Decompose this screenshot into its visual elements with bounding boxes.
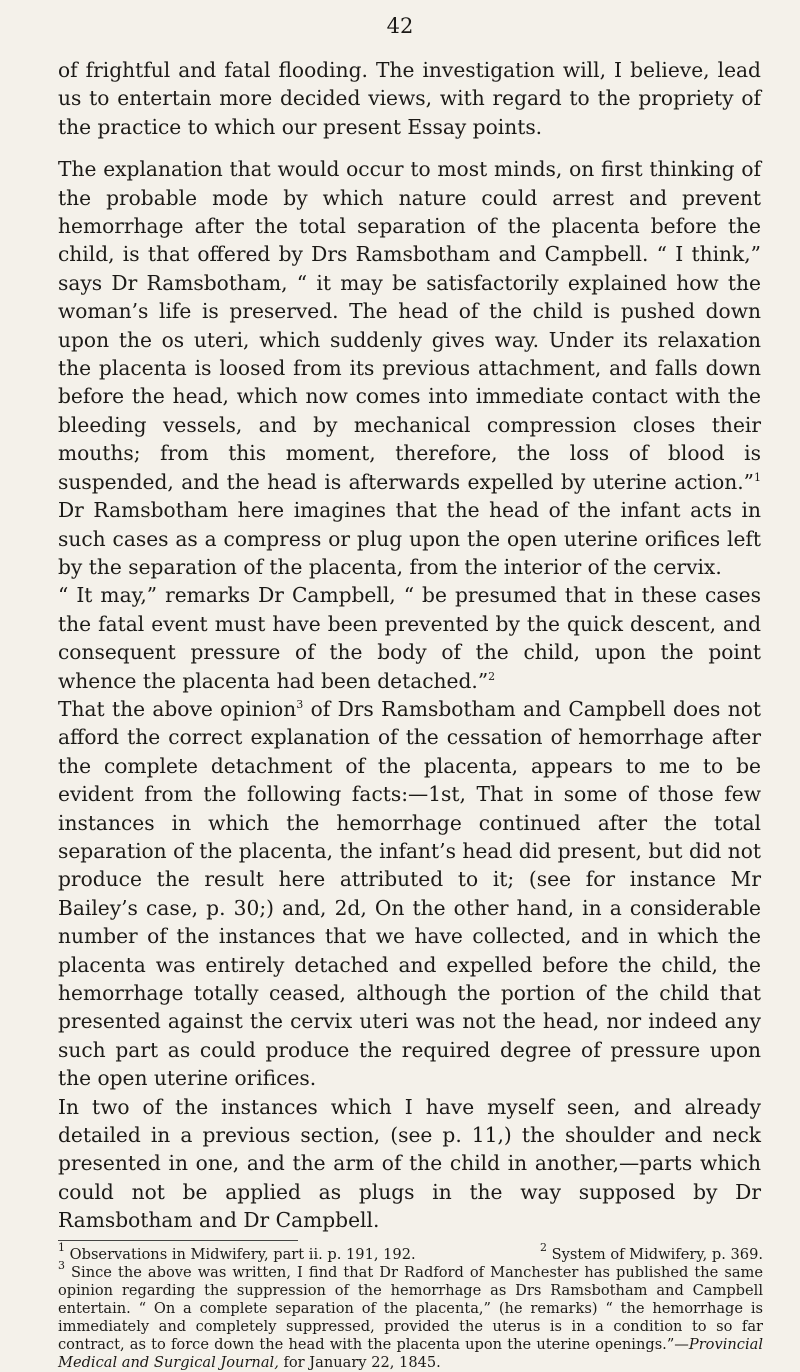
footnotes [58, 1241, 763, 1372]
page-number: 42 [386, 14, 414, 38]
footnote-3-mark: 3 [58, 1259, 65, 1272]
footnote-ref-1[interactable]: 1 [754, 470, 761, 484]
body-text [58, 56, 761, 1235]
footnote-3-date: for January 22, 1845. [278, 1354, 441, 1371]
paragraph-4-continued: of Drs Ramsbotham and Campbell does not afford the correct explanation of the cessation of hemorrhage after the complete detachment of the placenta, appears to me to be evident from the following facts:—1st, That in some of those few instances in which the hemorrhage continued after the total separation of the placenta, the infant’s head did present, but did not produce the result here attributed to it; (see for instance Mr Bailey’s case, p. 30;) and, 2d, On the other hand, in a considerable number of the instances that we have collected, and in which the placenta was entirely detached and expelled before the child, the hemorrhage totally ceased, although the portion of the child that presented against the cervix uteri was not the head, nor indeed any such part as could produce the required degree of pressure upon the open uterine orifices. [58, 696, 761, 1091]
footnote-ref-2[interactable]: 2 [488, 669, 496, 683]
footnote-2-mark: 2 [540, 1241, 547, 1254]
footnote-1-mark: 1 [58, 1241, 65, 1254]
footnote-divider [58, 1240, 298, 1241]
paragraph-2 [58, 155, 761, 581]
footnote-ref-3[interactable]: 3 [296, 697, 304, 711]
paragraph-4-text: That the above opinion [58, 696, 297, 721]
paragraph-5: In two of the instances which I have myself seen, and already detailed in a previous section, (see p. 11,) the shoulder and neck presented in one, and the arm of the child in another,—parts which could not be applied as plugs in the way supposed by Dr Ramsbotham and Dr Campbell. [58, 1094, 761, 1233]
footnote-3 [58, 1259, 763, 1372]
footnote-1-text: Observations in Midwifery, part ii. p. 191, 192. [65, 1246, 416, 1263]
footnote-3-text: Since the above was written, I find that Dr Radford of Manchester has published the same opinion regarding the suppression of the hemorrhage as Drs Ramsbotham and Campbell entertain. “ On a complete separation of the placenta,” (he remarks) “ the hemorrhage is immediately and completely suppressed, provided the uterus is in a condition to so far contract, as to force down the head with the placenta upon the uterine openings.”— [58, 1264, 763, 1353]
paragraph-3-text: “ It may,” remarks Dr Campbell, “ be presumed that in these cases the fatal event must have been prevented by the quick descent, and consequent pressure of the body of the child, upon the point whence the placenta had been detached.” [58, 583, 761, 693]
paragraph-3 [58, 581, 761, 695]
paragraph-2-continued: Dr Ramsbotham here imagines that the head of the infant acts in such cases as a compress or plug upon the open uterine orifices left by the separation of the placenta, from the interior of the cervix. [58, 498, 761, 579]
paragraph-2-text: The explanation that would occur to most minds, on first thinking of the probable mode by which nature could arrest and prevent hemorrhage after the total separation of the placenta before the child, is that offered by Drs Ramsbotham and Campbell. “ I think,” says Dr Ramsbotham, “ it may be satisfactorily explained how the woman’s life is preserved. The head of the child is pushed down upon the os uteri, which suddenly gives way. Under its relaxation the placenta is loosed from its previous attachment, and falls down before the head, which now comes into immediate contact with the bleeding vessels, and by mechanical compression closes their mouths; from this moment, therefore, the loss of blood is suspended, and the head is afterwards expelled by uterine action.” [58, 157, 761, 494]
footnote-2-text: System of Midwifery, p. 369. [547, 1246, 763, 1263]
footnote-2 [540, 1241, 763, 1264]
paragraph-1: of frightful and fatal flooding. The investigation will, I believe, lead us to entertain more decided views, with regard to the propriety of the practice to which our present Essay points. [58, 58, 761, 139]
paragraph-4 [58, 695, 761, 1093]
footnote-1 [58, 1241, 416, 1263]
footnote-1-2-line [58, 1241, 763, 1264]
footnote-3-journal: Provincial Medical and Surgical Journal, [58, 1336, 763, 1371]
